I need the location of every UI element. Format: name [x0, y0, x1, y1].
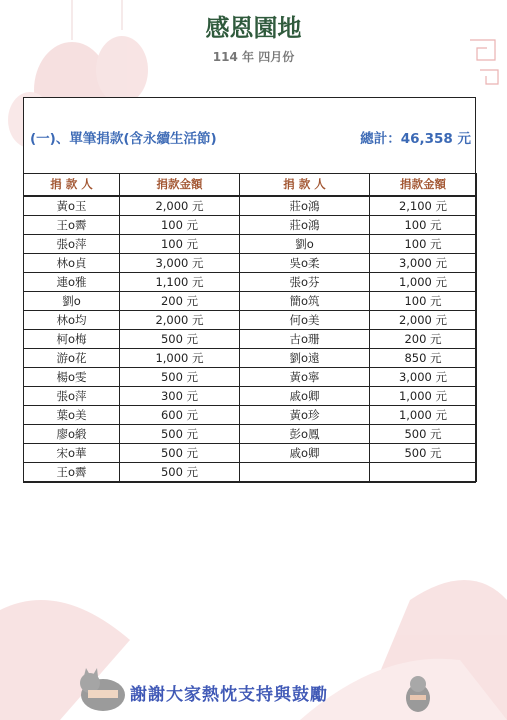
donation-amount-cell: 1,100 元: [120, 272, 240, 291]
table-row: [24, 310, 477, 329]
donor-name-cell: 王o霽: [24, 215, 120, 234]
donation-amount-cell: 2,000 元: [120, 196, 240, 216]
table-row: [24, 405, 477, 424]
donation-amount-cell: 1,000 元: [370, 272, 477, 291]
donor-name-cell: 張o芬: [240, 272, 370, 291]
donor-name-cell: 游o花: [24, 348, 120, 367]
donation-amount-cell: 2,000 元: [120, 310, 240, 329]
page-subtitle: 114 年 四月份: [212, 50, 295, 64]
donation-amount-cell: 1,000 元: [120, 348, 240, 367]
donation-amount-cell: 1,000 元: [370, 386, 477, 405]
donor-name-cell: 何o美: [240, 310, 370, 329]
donation-amount-cell: 500 元: [120, 424, 240, 443]
section-title: (一)、單筆捐款(含永續生活節): [30, 131, 217, 147]
donation-table: [23, 173, 477, 482]
cat-icon: [406, 676, 430, 712]
table-row: [24, 272, 477, 291]
total-amount: 總計：46,358 元: [360, 131, 471, 147]
donation-amount-cell: 300 元: [120, 386, 240, 405]
donor-name-cell: [240, 462, 370, 481]
column-header: 捐 款 人: [24, 174, 120, 196]
donor-name-cell: 黃o玉: [24, 196, 120, 216]
donor-name-cell: 古o珊: [240, 329, 370, 348]
donation-amount-cell: [370, 462, 477, 481]
table-row: [24, 253, 477, 272]
donation-amount-cell: 100 元: [370, 234, 477, 253]
donor-name-cell: 莊o鴻: [240, 215, 370, 234]
column-header: 捐款金額: [120, 174, 240, 196]
donor-name-cell: 簡o筑: [240, 291, 370, 310]
donor-name-cell: 彭o鳳: [240, 424, 370, 443]
donor-name-cell: 楊o雯: [24, 367, 120, 386]
donor-name-cell: 張o萍: [24, 234, 120, 253]
column-header: 捐款金額: [370, 174, 477, 196]
donor-name-cell: 柯o梅: [24, 329, 120, 348]
table-row: [24, 386, 477, 405]
table-row: [24, 462, 477, 481]
donation-amount-cell: 2,000 元: [370, 310, 477, 329]
table-row: [24, 424, 477, 443]
table-row: [24, 291, 477, 310]
table-row: [24, 367, 477, 386]
table-row: [24, 443, 477, 462]
column-header: 捐 款 人: [240, 174, 370, 196]
table-row: [24, 234, 477, 253]
donor-name-cell: 林o貞: [24, 253, 120, 272]
donation-amount-cell: 200 元: [120, 291, 240, 310]
donor-name-cell: 廖o緞: [24, 424, 120, 443]
donation-amount-cell: 1,000 元: [370, 405, 477, 424]
donor-name-cell: 黃o珍: [240, 405, 370, 424]
donation-amount-cell: 500 元: [120, 367, 240, 386]
donor-name-cell: 劉o遠: [240, 348, 370, 367]
donation-amount-cell: 3,000 元: [370, 253, 477, 272]
table-row: [24, 196, 477, 216]
table-row: [24, 329, 477, 348]
donation-amount-cell: 2,100 元: [370, 196, 477, 216]
donor-name-cell: 張o萍: [24, 386, 120, 405]
table-row: [24, 348, 477, 367]
donor-name-cell: 戚o卿: [240, 386, 370, 405]
donation-frame: [23, 97, 476, 483]
donation-amount-cell: 500 元: [370, 443, 477, 462]
donor-name-cell: 劉o: [24, 291, 120, 310]
donor-name-cell: 連o雅: [24, 272, 120, 291]
donation-amount-cell: 200 元: [370, 329, 477, 348]
donor-name-cell: 林o均: [24, 310, 120, 329]
donation-amount-cell: 100 元: [120, 234, 240, 253]
donor-name-cell: 戚o卿: [240, 443, 370, 462]
donor-name-cell: 葉o美: [24, 405, 120, 424]
donor-name-cell: 吳o柔: [240, 253, 370, 272]
donor-name-cell: 莊o鴻: [240, 196, 370, 216]
donor-name-cell: 宋o華: [24, 443, 120, 462]
donation-amount-cell: 500 元: [120, 462, 240, 481]
donation-amount-cell: 500 元: [370, 424, 477, 443]
donation-amount-cell: 100 元: [370, 215, 477, 234]
donor-name-cell: 劉o: [240, 234, 370, 253]
table-row: [24, 215, 477, 234]
cat-icon: [80, 668, 125, 711]
table-header-row: [24, 174, 477, 196]
section-header: [24, 98, 475, 172]
donation-amount-cell: 600 元: [120, 405, 240, 424]
donor-name-cell: 王o霽: [24, 462, 120, 481]
page-title: 感恩園地: [205, 13, 302, 42]
donation-amount-cell: 850 元: [370, 348, 477, 367]
donation-amount-cell: 100 元: [370, 291, 477, 310]
donation-amount-cell: 3,000 元: [120, 253, 240, 272]
donation-amount-cell: 100 元: [120, 215, 240, 234]
footer-thanks: 謝謝大家熱忱支持與鼓勵: [130, 685, 328, 705]
donation-amount-cell: 500 元: [120, 329, 240, 348]
donation-amount-cell: 3,000 元: [370, 367, 477, 386]
donation-amount-cell: 500 元: [120, 443, 240, 462]
donor-name-cell: 黃o寧: [240, 367, 370, 386]
